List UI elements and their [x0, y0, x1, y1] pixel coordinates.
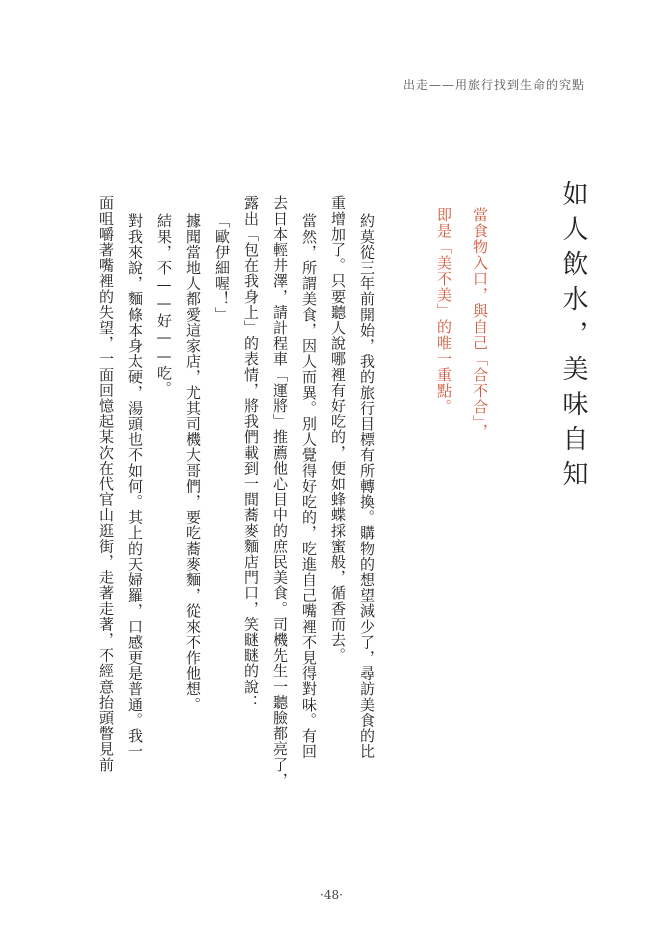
body-column-5: 露出「包在我身上」的表情，將我們載到一間蕎麥麵店門口，笑瞇瞇的說：: [242, 195, 260, 710]
page-number: ·48·: [320, 888, 343, 902]
body-column-2: 重增加了。只要聽人說哪裡有好吃的，便如蜂蝶採蜜般，循香而去。: [329, 195, 347, 663]
subtitle-line-1: 當食物入口，與自己「合不合」，: [471, 207, 489, 440]
body-column-6: 「歐伊細喔！」: [213, 213, 231, 323]
body-column-7: 據聞當地人都愛這家店，尤其司機大哥們，要吃蕎麥麵，從來不作他想。: [184, 213, 202, 713]
body-column-8: 結果，不——好——吃。: [155, 213, 173, 397]
running-header: 出走——用旅行找到生命的究點: [402, 78, 585, 92]
body-column-3: 當然，所謂美食，因人而異。別人覺得好吃的，吃進自己嘴裡不見得對味。有回: [300, 213, 318, 759]
chapter-title: 如人飲水，美味自知: [558, 180, 588, 495]
body-column-4: 去日本輕井澤，請計程車「運將」推薦他心目中的庶民美食。司機先生一聽臉都亮了，: [271, 195, 289, 788]
body-column-10: 面咀嚼著嘴裡的失望，一面回憶起某次在代官山逛街，走著走著，不經意抬頭瞥見前: [97, 195, 115, 773]
body-column-9: 對我來說，麵條本身太硬，湯頭也不如何。其上的天婦羅，口感更是普通。我一: [126, 213, 144, 759]
subtitle-line-2: 即是「美不美」的唯一重點。: [435, 207, 453, 415]
body-column-1: 約莫從三年前開始，我的旅行目標有所轉換。購物的想望減少了，尋訪美食的比: [358, 213, 376, 759]
